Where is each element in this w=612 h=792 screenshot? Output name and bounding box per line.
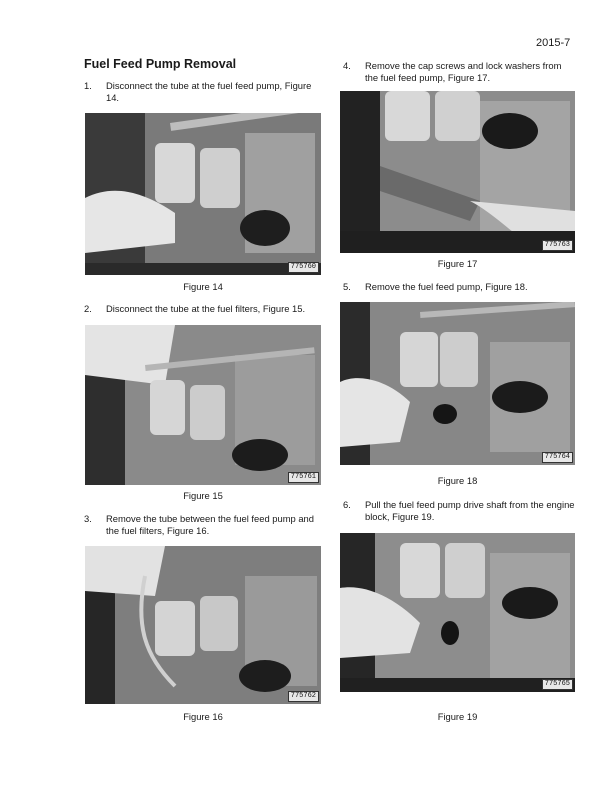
engine-photo-image [340,533,575,692]
step-1 [84,80,320,106]
figure-19-tag: 775765 [542,679,573,690]
section-title: Fuel Feed Pump Removal [84,57,237,71]
figure-18-tag: 775764 [542,452,573,463]
figure-19-photo [340,533,575,692]
figure-17-caption: Figure 17 [437,258,478,269]
figure-16-photo [85,546,321,704]
step-2 [84,303,320,317]
step-text: Remove the cap screws and lock washers from the fuel feed pump, Figure 17. [365,60,562,83]
step-5 [343,281,575,295]
engine-photo-image [85,546,321,704]
step-text: Disconnect the tube at the fuel filters, Figure 15. [106,303,306,314]
figure-19-caption: Figure 19 [437,711,478,722]
figure-17-photo [340,91,575,253]
engine-photo-image [85,113,321,275]
figure-15-tag: 775761 [288,472,319,483]
step-3 [84,513,320,539]
step-number: 5. [343,281,351,292]
engine-photo-image [340,91,575,253]
figure-16-tag: 775762 [288,691,319,702]
step-text: Disconnect the tube at the fuel feed pump, Figure 14. [106,80,312,103]
figure-18-caption: Figure 18 [437,475,478,486]
figure-14-caption: Figure 14 [183,281,223,292]
step-number: 2. [84,303,92,314]
figure-18-photo [340,302,575,465]
step-6 [343,499,575,525]
page-number: 2015-7 [536,37,571,49]
figure-15-photo [85,325,321,485]
step-text: Remove the tube between the fuel feed pump and the fuel filters, Figure 16. [106,513,314,536]
step-number: 6. [343,499,351,510]
step-text: Pull the fuel feed pump drive shaft from the engine block, Figure 19. [365,499,575,522]
step-number: 1. [84,80,92,91]
figure-17-tag: 775763 [542,240,573,251]
figure-14-tag: 775760 [288,262,319,273]
step-text: Remove the fuel feed pump, Figure 18. [365,281,528,292]
figure-15-caption: Figure 15 [183,490,223,501]
figure-14-photo [85,113,321,275]
step-number: 4. [343,60,351,71]
figure-16-caption: Figure 16 [183,711,223,722]
step-4 [343,60,575,86]
engine-photo-image [85,325,321,485]
step-number: 3. [84,513,92,524]
engine-photo-image [340,302,575,465]
